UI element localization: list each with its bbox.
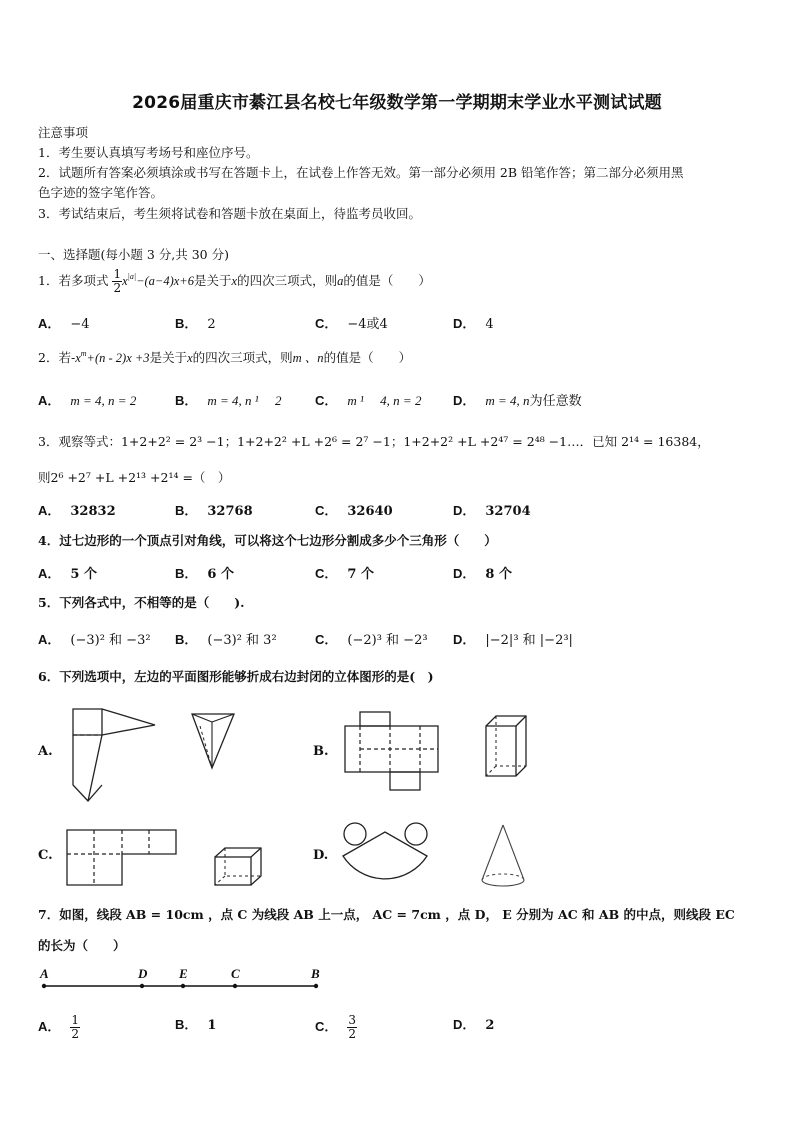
question-4: 4．过七边形的一个顶点引对角线，可以将这个七边形分割成多少个三角形（ ） <box>38 533 497 548</box>
option-c[interactable]: C． 7 个 <box>315 566 374 582</box>
figure-6b-solid <box>480 712 530 780</box>
option-b[interactable]: B． 6 个 <box>175 566 234 582</box>
figure-6b-net <box>340 708 450 796</box>
page-title: 2026届重庆市綦江县名校七年级数学第一学期期末学业水平测试试题 <box>132 93 662 113</box>
option-b[interactable]: B． 2 <box>175 316 216 332</box>
point-label-a: A <box>40 966 49 981</box>
option-d[interactable]: D． 2 <box>453 1017 495 1033</box>
notice-item: 色字迹的签字笔作答。 <box>38 185 164 200</box>
figure-6d-net <box>338 820 438 892</box>
option-d[interactable]: D． m = 4, n为任意数 <box>453 393 582 409</box>
option-b[interactable]: B． m = 4, n ¹ 2 <box>175 393 282 408</box>
question-7-line2: 的长为（ ） <box>38 938 126 953</box>
point-label-d: D <box>138 966 148 981</box>
question-5: 5．下列各式中，不相等的是（ ). <box>38 595 245 610</box>
option-a[interactable]: A． m = 4, n = 2 <box>38 393 137 408</box>
figure-6d-solid <box>478 822 528 892</box>
point-label-c: C <box>231 966 240 981</box>
option-d[interactable]: D． 8 个 <box>453 566 512 582</box>
question-2: 2．若$-x^m+(n - 2)x +3$是关于x的四次三项式，则m 、n的值是（ ） <box>38 349 412 365</box>
option-a[interactable]: A． $\frac{1}{2}$ <box>38 1013 80 1041</box>
section-heading: 一、选择题(每小题 3 分,共 30 分) <box>38 247 229 262</box>
option-c[interactable]: C． −4或4 <box>315 316 388 332</box>
figure-6c-solid <box>212 845 264 887</box>
option-a[interactable]: A． −4 <box>38 316 90 332</box>
notice-heading: 注意事项 <box>38 125 89 140</box>
option-c[interactable]: C． (−2)³ 和 −2³ <box>315 632 428 648</box>
point-label-e: E <box>179 966 188 981</box>
option-c[interactable]: C． m ¹ 4, n = 2 <box>315 393 422 408</box>
figure-6a-net <box>60 705 170 800</box>
option-a[interactable]: A． 5 个 <box>38 566 97 582</box>
figure-6a-solid <box>188 708 238 770</box>
option-a-label[interactable]: A. <box>38 744 53 759</box>
notice-item: 1．考生要认真填写考场号和座位序号。 <box>38 145 259 160</box>
question-3: 3．观察等式：1+2+2² = 2³ −1；1+2+2² +L +2⁶ = 2⁷ −1；1+2+2² +L +2⁴⁷ = 2⁴⁸ −1…．已知 2¹⁴ = 16384， <box>38 434 710 449</box>
option-c[interactable]: C． $\frac{3}{2}$ <box>315 1013 357 1041</box>
fraction: $\frac{1}{2}$ <box>113 267 122 295</box>
option-b[interactable]: B． 1 <box>175 1017 217 1033</box>
question-7: 7．如图，线段 AB = 10cm ，点 C 为线段 AB 上一点， AC = 7cm ，点 D， E 分别为 AC 和 AB 的中点，则线段 EC <box>38 907 735 922</box>
notice-item: 3．考试结束后，考生须将试卷和答题卡放在桌面上，待监考员收回。 <box>38 206 421 221</box>
option-c[interactable]: C． 32640 <box>315 503 393 519</box>
option-d[interactable]: D． 32704 <box>453 503 531 519</box>
option-b[interactable]: B． 32768 <box>175 503 253 519</box>
option-d[interactable]: D． 4 <box>453 316 494 332</box>
option-d-label[interactable]: D. <box>313 848 329 863</box>
point-label-b: B <box>311 966 320 981</box>
option-c-label[interactable]: C. <box>38 848 53 863</box>
figure-6c-net <box>64 828 179 888</box>
question-6: 6．下列选项中，左边的平面图形能够折成右边封闭的立体图形的是( ) <box>38 669 434 684</box>
segment-figure <box>40 980 325 992</box>
option-a[interactable]: A． (−3)² 和 −3² <box>38 632 151 648</box>
option-a[interactable]: A． 32832 <box>38 503 116 519</box>
option-d[interactable]: D． |−2|³ 和 |−2³| <box>453 632 573 648</box>
question-1: 1．若多项式 $\frac{1}{2}$ $x^{|a|}-(a-4)x+6$是关于x的四次三项式，则a的值是（ ） <box>38 267 431 295</box>
option-b[interactable]: B． (−3)² 和 3² <box>175 632 277 648</box>
question-3-line2: 则2⁶ +2⁷ +L +2¹³ +2¹⁴ =（ ） <box>38 470 231 485</box>
option-b-label[interactable]: B. <box>313 744 329 759</box>
notice-item: 2．试题所有答案必须填涂或书写在答题卡上，在试卷上作答无效。第一部分必须用 2B 铅笔作答；第二部分必须用黑 <box>38 165 684 180</box>
